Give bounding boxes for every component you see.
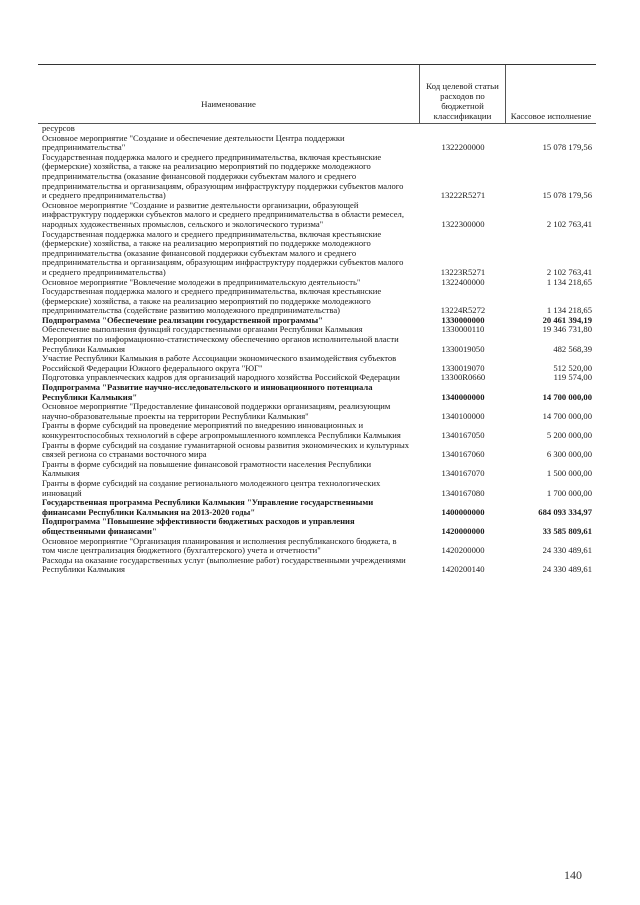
table-row	[38, 556, 596, 575]
row-amount: 2 102 763,41	[546, 266, 592, 277]
row-code: 1340100000	[441, 410, 485, 421]
row-amount: 2 102 763,41	[546, 218, 592, 229]
table-row	[38, 421, 596, 440]
row-amount: 14 700 000,00	[542, 410, 592, 421]
header-code: Код целевой статьи расходов по бюджетной классификации	[420, 65, 506, 123]
row-code: 1340167060	[441, 449, 485, 460]
table-row	[38, 335, 596, 354]
row-code: 13224R5272	[440, 305, 486, 316]
row-name: Основное мероприятие "Организация планирования и исполнения республиканского бюджета, в том числе централизация бюджетного (бухгалтерского) учета и отчетности"	[42, 535, 397, 556]
row-name: ресурсов	[42, 123, 75, 133]
row-code: 1400000000	[441, 506, 485, 517]
budget-table	[38, 64, 596, 864]
row-code: 1322400000	[441, 276, 485, 287]
row-name: Государственная поддержка малого и среднего предпринимательства, включая крестьянские (фермерские) хозяйства, а также на реализацию мероприятий по поддержке молодежного предпринимательства (содействие развитию молодежного предпринимательства)	[42, 286, 382, 316]
row-name: Расходы на оказание государственных услуг (выполнение работ) государственными учреждениями Республики Калмыкия	[42, 554, 406, 575]
row-name: Подготовка управленческих кадров для организаций народного хозяйства Российской Федерации	[42, 372, 400, 383]
table-row	[38, 383, 596, 402]
row-amount: 1 700 000,00	[546, 487, 592, 498]
table-row	[38, 460, 596, 479]
row-name: Подпрограмма "Обеспечение реализации государственной программы"	[42, 314, 323, 325]
row-amount: 1 134 218,65	[546, 305, 592, 316]
row-name: Гранты в форме субсидий на создание регионального молодежного центра технологических инноваций	[42, 477, 381, 498]
row-name: Основное мероприятие "Создание и обеспечение деятельности Центра поддержки предпринимательства"	[42, 132, 345, 153]
row-code: 1420200000	[441, 545, 485, 556]
table-row	[38, 517, 596, 536]
row-amount: 24 330 489,61	[542, 564, 592, 575]
row-code: 1330000110	[441, 324, 485, 335]
row-amount: 6 300 000,00	[546, 449, 592, 460]
row-amount: 5 200 000,00	[546, 430, 592, 440]
row-amount: 14 700 000,00	[542, 391, 592, 402]
row-amount: 684 093 334,97	[538, 506, 592, 517]
table-row	[38, 537, 596, 556]
row-amount: 512 520,00	[553, 362, 592, 373]
row-code: 1340167070	[441, 468, 485, 479]
row-amount: 33 585 809,61	[542, 525, 592, 536]
row-name: Гранты в форме субсидий на создание гуманитарной основы развития экономических и культурных связей региона со странами восточного мира	[42, 439, 410, 460]
row-amount: 15 078 179,56	[542, 190, 592, 201]
table-row	[38, 354, 596, 373]
row-name: Участие Республики Калмыкия в работе Ассоциации экономического взаимодействия субъектов Российской Федерации Южного федерального округа "ЮГ"	[42, 353, 397, 373]
row-name: Государственная поддержка малого и среднего предпринимательства, включая крестьянские (фермерские) хозяйства, а также на реализацию мероприятий по поддержке молодежного предпринимательства (оказание финансовой поддержки субъектам малого и среднего предпринимательства и организациям, образующим инфраструктуру поддержки субъектов малого и среднего предпринимательства)	[42, 228, 404, 277]
row-code: 1420000000	[441, 525, 485, 536]
table-row	[38, 134, 596, 153]
row-name: Гранты в форме субсидий на проведение мероприятий по внедрению инновационных и конкурентоспособных технологий в сфере агропромышленного комплекса Республики Калмыкия	[42, 420, 401, 440]
row-amount: 24 330 489,61	[542, 545, 592, 556]
header-name: Наименование	[38, 65, 420, 123]
row-code: 1340167050	[441, 430, 485, 440]
row-code: 1420200140	[441, 564, 485, 575]
row-code: 1330000000	[441, 314, 485, 325]
table-header	[38, 64, 596, 124]
table-row	[38, 230, 596, 278]
row-amount: 1 500 000,00	[546, 468, 592, 479]
row-code: 13300R0660	[440, 372, 486, 383]
table-row	[38, 498, 596, 517]
row-amount: 19 346 731,80	[542, 324, 592, 335]
page-number: 140	[564, 868, 582, 882]
row-name: Мероприятия по информационно-статистическому обеспечению органов исполнительной власти Республики Калмыкия	[42, 334, 399, 354]
table-body	[38, 124, 596, 575]
row-amount: 1 134 218,65	[546, 276, 592, 287]
row-code: 1340167080	[441, 487, 485, 498]
row-name: Основное мероприятие "Вовлечение молодежи в предпринимательскую деятельность"	[42, 276, 361, 287]
row-name: Государственная программа Республики Калмыкия "Управление государственными финансами Республики Калмыкия на 2013-2020 годы"	[42, 497, 374, 517]
row-amount: 119 574,00	[553, 372, 592, 383]
row-name: Подпрограмма "Повышение эффективности бюджетных расходов и управления общественными финансами"	[42, 516, 355, 536]
row-name: Подпрограмма "Развитие научно-исследовательского и инновационного потенциала Республики Калмыкия"	[42, 382, 373, 402]
table-row	[38, 153, 596, 201]
row-code: 1340000000	[441, 391, 485, 402]
row-code: 13223R5271	[440, 266, 486, 277]
row-code: 13222R5271	[440, 190, 486, 201]
row-amount: 482 568,39	[553, 343, 592, 354]
row-code: 1330019070	[441, 362, 485, 373]
row-code: 1330019050	[441, 343, 485, 354]
row-name: Обеспечение выполнения функций государственными органами Республики Калмыкия	[42, 324, 363, 335]
table-row	[38, 201, 596, 230]
row-amount: 15 078 179,56	[542, 142, 592, 153]
row-name: Основное мероприятие "Создание и развитие деятельности организации, образующей инфраструктуру поддержки субъектов малого и среднего предпринимательства в области ремесел, народных художественных промыслов, сельского и экологического туризма"	[42, 199, 404, 229]
header-amount: Кассовое исполнение	[510, 111, 592, 121]
table-row	[38, 402, 596, 421]
row-name: Гранты в форме субсидий на повышение финансовой грамотности населения Республики Калмыкия	[42, 458, 372, 479]
row-code: 1322300000	[441, 218, 485, 229]
row-name: Основное мероприятие "Предоставление финансовой поддержки организациям, реализующим научно-образовательные проекты на территории Республики Калмыкия"	[42, 401, 391, 421]
table-row	[38, 287, 596, 316]
row-name: Государственная поддержка малого и среднего предпринимательства, включая крестьянские (фермерские) хозяйства, а также на реализацию мероприятий по поддержке молодежного предпринимательства (оказание финансовой поддержки субъектам малого и среднего предпринимательства и организациям, образующим инфраструктуру поддержки субъектов малого и среднего предпринимательства)	[42, 151, 404, 201]
table-row	[38, 441, 596, 460]
table-row	[38, 479, 596, 498]
row-amount: 20 461 394,19	[542, 314, 592, 325]
row-code: 1322200000	[441, 142, 485, 153]
